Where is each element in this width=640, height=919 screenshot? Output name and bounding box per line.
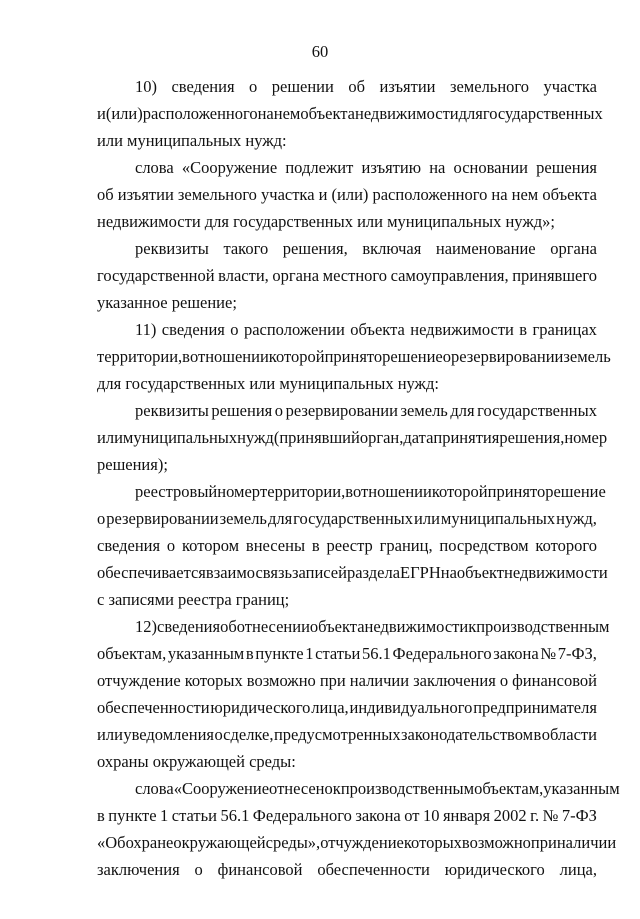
text-line bbox=[97, 509, 597, 529]
word: реестр bbox=[326, 536, 373, 555]
word: о bbox=[442, 347, 452, 366]
word: основании bbox=[453, 158, 528, 177]
word: 2002 bbox=[493, 806, 527, 825]
text-line bbox=[135, 320, 597, 340]
word: в bbox=[311, 536, 320, 555]
word: указанным bbox=[543, 779, 620, 798]
text-line bbox=[97, 428, 608, 448]
word: статьи bbox=[315, 644, 361, 663]
word: сведения bbox=[161, 320, 225, 339]
word: недвижимости bbox=[354, 104, 459, 123]
word: и bbox=[97, 104, 106, 123]
word: власти, bbox=[218, 266, 269, 285]
word: резервировании bbox=[451, 347, 564, 366]
text-line bbox=[97, 833, 617, 853]
text-line: решения); bbox=[97, 455, 168, 474]
word: лица, bbox=[311, 698, 349, 717]
word: наличии bbox=[349, 671, 410, 690]
word: или bbox=[97, 725, 123, 744]
word: (принявший bbox=[273, 428, 360, 447]
word: пункте bbox=[255, 644, 304, 663]
word: недвижимости bbox=[410, 320, 514, 339]
word: сделке, bbox=[223, 725, 274, 744]
word: при bbox=[530, 833, 557, 852]
word: сведения bbox=[157, 617, 221, 636]
text-line bbox=[97, 536, 597, 556]
word: области bbox=[541, 725, 597, 744]
word: которых bbox=[184, 671, 243, 690]
word: объект bbox=[456, 563, 505, 582]
word: в bbox=[97, 806, 105, 825]
word: государственных bbox=[293, 509, 414, 528]
word: раздела bbox=[346, 563, 401, 582]
word: территории, bbox=[260, 482, 346, 501]
word: границ, bbox=[379, 536, 433, 555]
word: о bbox=[499, 671, 509, 690]
word: лица, bbox=[559, 860, 597, 879]
word: решении bbox=[271, 77, 334, 96]
text-line: или муниципальных нужд: bbox=[97, 131, 287, 150]
word: участка bbox=[543, 77, 597, 96]
word: Федерального bbox=[392, 644, 492, 663]
word: (или) bbox=[331, 185, 369, 204]
word: отнесено bbox=[269, 779, 333, 798]
word: о bbox=[166, 536, 176, 555]
word: отчуждение bbox=[320, 833, 404, 852]
word: для bbox=[450, 401, 475, 420]
text-line bbox=[135, 401, 597, 421]
word: 11) bbox=[135, 320, 157, 339]
word: принято bbox=[487, 482, 546, 501]
word: в bbox=[182, 347, 190, 366]
text-line bbox=[97, 860, 597, 880]
word: возможно bbox=[246, 671, 316, 690]
text-line: недвижимости для государственных или муниципальных нужд»; bbox=[97, 212, 555, 231]
word: недвижимости bbox=[504, 563, 608, 582]
word: 7-ФЗ bbox=[561, 806, 597, 825]
word: посредством bbox=[439, 536, 529, 555]
text-line: охраны окружающей среды: bbox=[97, 752, 296, 771]
word: юридического bbox=[444, 860, 545, 879]
word: или bbox=[414, 509, 440, 528]
word: решения, bbox=[282, 239, 348, 258]
word: самоуправления, bbox=[390, 266, 509, 285]
text-line bbox=[97, 725, 597, 745]
word: на bbox=[429, 158, 446, 177]
word: указанным bbox=[167, 644, 245, 663]
word: котором bbox=[182, 536, 240, 555]
word: органа bbox=[550, 239, 597, 258]
word: о bbox=[274, 401, 284, 420]
word: закона bbox=[355, 806, 401, 825]
word: для bbox=[458, 104, 483, 123]
text-line bbox=[135, 482, 606, 502]
word: № bbox=[540, 644, 557, 663]
word: решения bbox=[211, 401, 273, 420]
word: земель bbox=[563, 347, 611, 366]
word: расположенного bbox=[142, 104, 258, 123]
word: которого bbox=[535, 536, 597, 555]
word: об bbox=[97, 185, 114, 204]
word: слова bbox=[135, 158, 174, 177]
word: возможно bbox=[461, 833, 531, 852]
word: 56.1 bbox=[220, 806, 250, 825]
word: о bbox=[249, 77, 258, 96]
word: 10) bbox=[135, 77, 157, 96]
word: слова bbox=[135, 779, 174, 798]
word: к bbox=[468, 617, 477, 636]
word: изъятии bbox=[379, 77, 436, 96]
word: статьи bbox=[171, 806, 217, 825]
word: реестровый bbox=[135, 482, 218, 501]
word: 1 bbox=[305, 644, 314, 663]
word: отношении bbox=[353, 482, 432, 501]
text-line: с записями реестра границ; bbox=[97, 590, 290, 609]
word: в bbox=[345, 482, 353, 501]
word: юридического bbox=[210, 698, 311, 717]
word: индивидуального bbox=[349, 698, 473, 717]
word: 1 bbox=[160, 806, 169, 825]
word: объекта bbox=[300, 104, 355, 123]
word: Федерального bbox=[252, 806, 352, 825]
word: которой bbox=[431, 482, 488, 501]
word: записей bbox=[292, 563, 347, 582]
word: государственной bbox=[97, 266, 215, 285]
word: уведомления bbox=[123, 725, 214, 744]
text-line bbox=[135, 239, 597, 259]
word: производственным bbox=[476, 617, 610, 636]
word: изъятии bbox=[117, 185, 174, 204]
word: производственным bbox=[340, 779, 475, 798]
word: которых bbox=[403, 833, 462, 852]
text-line: указанное решение; bbox=[97, 293, 237, 312]
word: участка bbox=[261, 185, 315, 204]
text-line bbox=[97, 671, 597, 691]
word: границах bbox=[532, 320, 597, 339]
word: такого bbox=[223, 239, 269, 258]
word: обеспеченности bbox=[317, 860, 430, 879]
text-line bbox=[97, 266, 597, 286]
word: для bbox=[267, 509, 293, 528]
word: подлежит bbox=[285, 158, 354, 177]
word: земельного bbox=[177, 185, 257, 204]
word: (или) bbox=[105, 104, 143, 123]
word: и bbox=[318, 185, 328, 204]
word: номер bbox=[564, 428, 608, 447]
word: об bbox=[220, 617, 237, 636]
word: муниципальных bbox=[440, 509, 556, 528]
word: от bbox=[404, 806, 420, 825]
word: о bbox=[194, 860, 203, 879]
word: 56.1 bbox=[362, 644, 391, 663]
word: решение bbox=[545, 482, 606, 501]
word: реквизиты bbox=[135, 239, 209, 258]
word: земельного bbox=[449, 77, 530, 96]
word: обеспеченности bbox=[97, 698, 210, 717]
word: земель bbox=[219, 509, 267, 528]
word: принятия bbox=[433, 428, 500, 447]
word: отчуждение bbox=[97, 671, 181, 690]
word: изъятию bbox=[361, 158, 422, 177]
word: государственных bbox=[482, 104, 603, 123]
word: о bbox=[214, 725, 223, 744]
word: дата bbox=[403, 428, 434, 447]
word: расположенного bbox=[372, 185, 488, 204]
word: ЕГРН bbox=[400, 563, 441, 582]
word: взаимосвязь bbox=[205, 563, 292, 582]
word: решения, bbox=[499, 428, 565, 447]
word: муниципальных bbox=[122, 428, 238, 447]
word: объектам, bbox=[97, 644, 167, 663]
word: объектам, bbox=[474, 779, 544, 798]
text-line bbox=[97, 806, 597, 826]
word: органа bbox=[272, 266, 320, 285]
word: при bbox=[319, 671, 346, 690]
word: г. bbox=[530, 806, 540, 825]
word: государственных bbox=[477, 401, 597, 420]
word: резервировании bbox=[285, 401, 398, 420]
word: наименование bbox=[435, 239, 536, 258]
word: принято bbox=[324, 347, 383, 366]
word: территории, bbox=[97, 347, 183, 366]
word: принявшего bbox=[512, 266, 597, 285]
word: сведения bbox=[171, 77, 235, 96]
word: отношении bbox=[189, 347, 269, 366]
word: объекта bbox=[350, 320, 405, 339]
word: об bbox=[348, 77, 365, 96]
word: 12) bbox=[135, 617, 157, 636]
word: в bbox=[245, 644, 254, 663]
word: отнесении bbox=[236, 617, 310, 636]
word: заключения bbox=[97, 860, 180, 879]
word: орган, bbox=[359, 428, 404, 447]
text-line bbox=[97, 347, 611, 367]
word: недвижимости bbox=[364, 617, 469, 636]
word: января bbox=[442, 806, 491, 825]
word: сведения bbox=[97, 536, 161, 555]
word: финансовой bbox=[217, 860, 303, 879]
text-line: для государственных или муниципальных нужд: bbox=[97, 374, 439, 393]
word: № bbox=[542, 806, 559, 825]
word: реквизиты bbox=[135, 401, 209, 420]
word: нем bbox=[273, 104, 301, 123]
word: «Об bbox=[97, 833, 126, 852]
word: среды», bbox=[265, 833, 321, 852]
text-line bbox=[135, 779, 620, 799]
word: наличии bbox=[556, 833, 617, 852]
text-line bbox=[135, 77, 597, 97]
text-line bbox=[135, 617, 610, 637]
word: или bbox=[97, 428, 123, 447]
text-line bbox=[97, 644, 597, 664]
page-number: 60 bbox=[311, 42, 329, 61]
word: закона bbox=[493, 644, 539, 663]
word: внесены bbox=[245, 536, 306, 555]
word: на bbox=[491, 185, 508, 204]
word: охране bbox=[125, 833, 174, 852]
word: предусмотренных bbox=[273, 725, 401, 744]
text-line bbox=[97, 104, 603, 124]
word: объекта bbox=[542, 185, 597, 204]
word: которой bbox=[268, 347, 325, 366]
text-line bbox=[97, 185, 597, 205]
word: местного bbox=[322, 266, 388, 285]
word: к bbox=[332, 779, 341, 798]
word: о bbox=[97, 509, 106, 528]
word: «Сооружение bbox=[173, 779, 270, 798]
word: 10 bbox=[422, 806, 440, 825]
word: о bbox=[230, 320, 239, 339]
word: в bbox=[533, 725, 542, 744]
text-line bbox=[97, 698, 597, 718]
word: «Сооружение bbox=[181, 158, 278, 177]
word: предпринимателя bbox=[473, 698, 597, 717]
text-line bbox=[135, 158, 597, 178]
word: законодательством bbox=[401, 725, 534, 744]
word: объекта bbox=[309, 617, 365, 636]
word: заключения bbox=[413, 671, 496, 690]
word: финансовой bbox=[512, 671, 597, 690]
word: включая bbox=[362, 239, 422, 258]
word: в bbox=[519, 320, 528, 339]
word: пункте bbox=[108, 806, 157, 825]
word: резервировании bbox=[106, 509, 219, 528]
word: решение bbox=[382, 347, 443, 366]
word: расположении bbox=[243, 320, 345, 339]
word: решения bbox=[536, 158, 597, 177]
word: 7-ФЗ, bbox=[557, 644, 597, 663]
word: нужд, bbox=[556, 509, 597, 528]
word: окружающей bbox=[173, 833, 266, 852]
word: нем bbox=[511, 185, 539, 204]
word: нужд bbox=[237, 428, 274, 447]
word: земель bbox=[400, 401, 448, 420]
text-line bbox=[97, 563, 608, 583]
word: на bbox=[440, 563, 457, 582]
word: номер bbox=[217, 482, 261, 501]
word: обеспечивается bbox=[97, 563, 206, 582]
word: на bbox=[257, 104, 274, 123]
